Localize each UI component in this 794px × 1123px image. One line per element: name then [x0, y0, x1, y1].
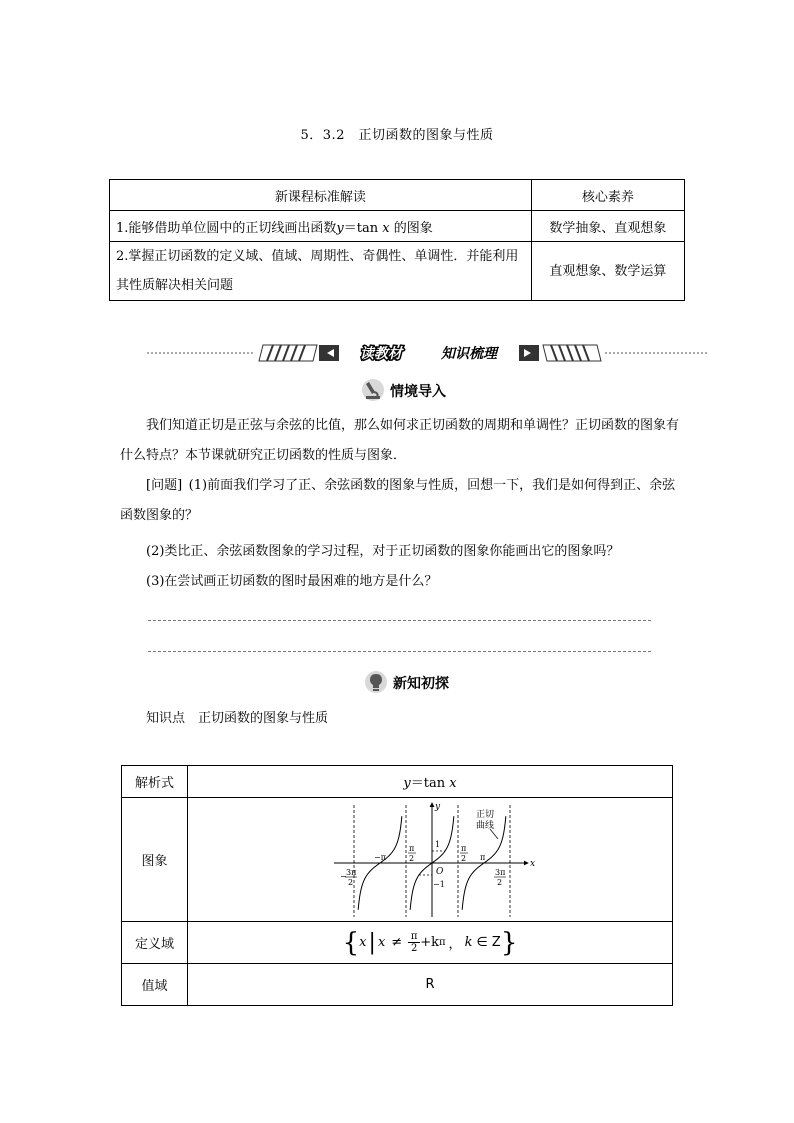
- tick-pi-2-den: 2: [461, 853, 467, 863]
- tick-neg-3pi-2-minus: −: [340, 871, 347, 881]
- domain-expression: [342, 927, 518, 958]
- banner-left-text: 读教材: [360, 346, 402, 362]
- domain-fraction: [408, 931, 420, 954]
- standards-header-interpretation: 新课程标准解读: [110, 180, 532, 211]
- domain-fraction-num: π: [410, 931, 418, 942]
- domain-pi: π: [438, 937, 446, 948]
- knowledge-point-title: 知识点 正切函数的图象与性质: [146, 711, 329, 726]
- banner-right-stripes: [519, 345, 601, 361]
- question-1-text: (1)前面我们学习了正、余弦函数的图象与性质，回想一下，我们是如何得到正、余弦函数图象的？: [120, 478, 676, 523]
- standards-row-2-literacy: 直观想象、数学运算: [531, 242, 684, 301]
- domain-in-z: ∈ Z: [476, 935, 501, 950]
- row1-text-a: 1.能够借助单位圆中的正切线画出函数: [116, 220, 337, 236]
- answer-line-2: [148, 651, 651, 652]
- banner-left-stripes: [259, 345, 339, 361]
- domain-fraction-den: 2: [411, 943, 418, 954]
- value-range: R: [188, 964, 673, 1006]
- row1-eq-tan: ＝tan: [343, 220, 379, 236]
- intro-question-3: (3)在尝试画正切函数的图时最困难的地方是什么？: [146, 574, 438, 589]
- expr-y: y: [403, 776, 411, 791]
- tick-3pi-2-num: 3π: [495, 867, 506, 877]
- label-expression: 解析式: [122, 766, 188, 798]
- tick-label-pi: π: [480, 852, 486, 862]
- value-expression: [188, 766, 673, 798]
- domain-neq: ≠: [391, 935, 403, 950]
- label-domain: 定义域: [122, 922, 188, 964]
- intro-question-1: [120, 471, 680, 531]
- standards-row-1-text: [110, 211, 532, 242]
- properties-table: [121, 765, 673, 1006]
- y-axis-label: y: [435, 801, 441, 812]
- tick-pi-2-num: π: [461, 843, 467, 853]
- section-title: 5．3.2 正切函数的图象与性质: [300, 128, 494, 143]
- row1-text-b: 的图象: [393, 220, 433, 236]
- domain-k: k: [464, 935, 473, 950]
- value-graph: [188, 798, 673, 922]
- standards-table: [109, 179, 685, 301]
- domain-comma: ，: [448, 937, 462, 952]
- tangent-graph: [188, 799, 672, 921]
- standards-row-1-literacy: 数学抽象、直观想象: [531, 211, 684, 242]
- value-domain: [188, 922, 673, 964]
- banner-right-text: 知识梳理: [441, 346, 497, 362]
- tick-label-one: 1: [435, 839, 441, 849]
- lightbulb-icon: [363, 670, 389, 694]
- expr-eq-tan: ＝tan: [410, 776, 446, 791]
- standards-header-literacy: 核心素养: [531, 180, 684, 211]
- tick-label-neg-pi: −π: [374, 852, 386, 862]
- expr-x: x: [449, 776, 457, 791]
- row1-var-y: y: [336, 220, 344, 236]
- answer-line-1: [148, 620, 651, 621]
- curve-label-2: 曲线: [476, 820, 495, 831]
- x-axis-label: x: [530, 858, 536, 869]
- domain-x1: x: [359, 935, 367, 950]
- new-knowledge-heading-text: 新知初探: [393, 676, 449, 692]
- label-range: 值域: [122, 964, 188, 1006]
- intro-question-2: (2)类比正、余弦函数图象的学习过程，对于正切函数的图象你能画出它的图象吗？: [146, 544, 620, 559]
- origin-label: O: [436, 866, 444, 877]
- intro-paragraph: 我们知道正切是正弦与余弦的比值，那么如何求正切函数的周期和单调性？正切函数的图象有什么特点？本节课就研究正切函数的性质与图象．: [120, 418, 680, 463]
- microscope-icon: [360, 378, 386, 402]
- standards-row-2-text: 2.掌握正切函数的定义域、值域、周期性、奇偶性、单调性．并能利用其性质解决相关问题: [110, 242, 532, 301]
- domain-bar: |: [368, 929, 376, 955]
- domain-plus-k: +k: [420, 935, 439, 950]
- tick-neg-pi-2-den: 2: [409, 853, 415, 863]
- question-tag: [问题]: [146, 478, 183, 493]
- label-graph: 图象: [122, 798, 188, 922]
- tick-neg-3pi-2-den: 2: [348, 877, 354, 887]
- tick-label-neg-one: −1: [433, 879, 445, 889]
- domain-brace-left: {: [342, 927, 360, 958]
- tick-neg-3pi-2-num: 3π: [346, 867, 357, 877]
- domain-x2: x: [377, 935, 386, 950]
- row1-var-x: x: [382, 220, 390, 236]
- curve-label-1: 正切: [476, 809, 495, 820]
- intro-heading-text: 情境导入: [390, 384, 446, 400]
- tick-neg-pi-2-num: π: [409, 843, 415, 853]
- section-banner: [147, 341, 707, 365]
- domain-brace-right: }: [500, 927, 518, 958]
- tick-3pi-2-den: 2: [497, 877, 503, 887]
